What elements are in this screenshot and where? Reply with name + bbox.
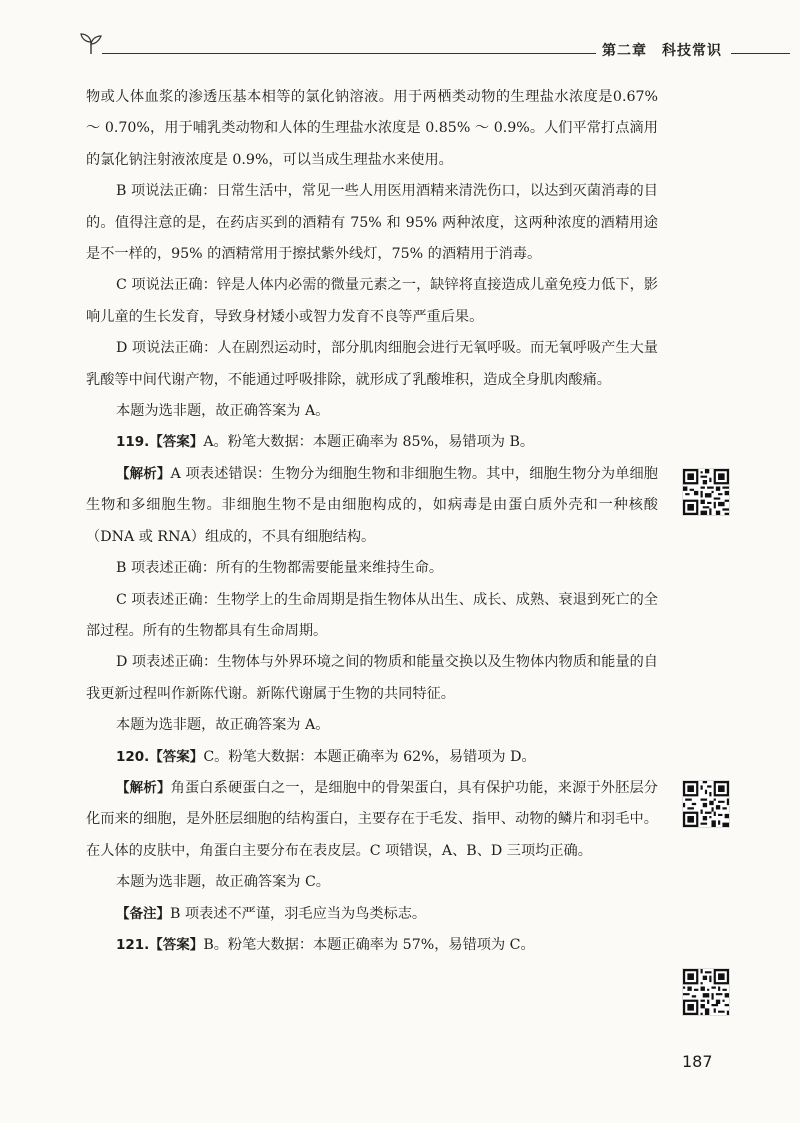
header-rule-right — [731, 53, 790, 54]
page-body — [86, 82, 658, 961]
note-text: B 项表述不严谨，羽毛应当为鸟类标志。 — [170, 905, 427, 922]
answer-label: 121.【答案】 — [116, 936, 204, 953]
qr-code-icon[interactable] — [682, 968, 730, 1016]
page-number: 187 — [682, 1052, 713, 1071]
paragraph: D 项说法正确：人在剧烈运动时，部分肌肉细胞会进行无氧呼吸。而无氧呼吸产生大量乳酸等中间代谢产物，不能通过呼吸排除，就形成了乳酸堆积，造成全身肌肉酸痛。 — [86, 340, 658, 388]
analysis-label: 【解析】 — [116, 779, 171, 796]
paragraph: D 项表述正确：生物体与外界环境之间的物质和能量交换以及生物体内物质和能量的自我更新过程叫作新陈代谢。新陈代谢属于生物的共同特征。 — [86, 654, 658, 702]
note-label: 【备注】 — [116, 905, 170, 922]
page-header — [78, 32, 790, 62]
paragraph: 本题为选非题，故正确答案为 C。 — [116, 874, 330, 891]
answer-text: B。粉笔大数据：本题正确率为 57%，易错项为 C。 — [203, 936, 535, 953]
paragraph: B 项表述正确：所有的生物都需要能量来维持生命。 — [116, 560, 444, 577]
paragraph: 本题为选非题，故正确答案为 A。 — [116, 403, 330, 420]
answer-label: 119.【答案】 — [116, 434, 204, 451]
answer-line — [86, 427, 658, 458]
paragraph: B 项说法正确：日常生活中，常见一些人用医用酒精来清洗伤口，以达到灭菌消毒的目的。值得注意的是，在药店买到的酒精有 75% 和 95% 两种浓度，这两种浓度的酒精用途是不一样的，95% 的酒精常用于擦拭紫外线灯，75% 的酒精用于消毒。 — [86, 183, 658, 263]
analysis-label: 【解析】 — [116, 465, 171, 482]
analysis-paragraph — [86, 773, 658, 867]
note-paragraph — [86, 899, 658, 930]
chapter-title: 第二章 科技常识 — [596, 40, 728, 60]
analysis-text: 角蛋白系硬蛋白之一，是细胞中的骨架蛋白，具有保护功能，来源于外胚层分化而来的细胞，是外胚层细胞的结构蛋白，主要存在于毛发、指甲、动物的鳞片和羽毛中。在人体的皮肤中，角蛋白主要分布在表皮层。C 项错误，A、B、D 三项均正确。 — [86, 779, 658, 859]
header-rule-left — [102, 53, 668, 54]
paragraph: C 项说法正确：锌是人体内必需的微量元素之一，缺锌将直接造成儿童免疫力低下，影响儿童的生长发育，导致身材矮小或智力发育不良等严重后果。 — [86, 277, 658, 325]
answer-label: 120.【答案】 — [116, 748, 204, 765]
paragraph: C 项表述正确：生物学上的生命周期是指生物体从出生、成长、成熟、衰退到死亡的全部过程。所有的生物都具有生命周期。 — [86, 591, 658, 639]
analysis-paragraph — [86, 459, 658, 553]
answer-text: C。粉笔大数据：本题正确率为 62%，易错项为 D。 — [203, 748, 536, 765]
qr-code-icon[interactable] — [682, 780, 730, 828]
answer-line — [86, 742, 658, 773]
qr-code-icon[interactable] — [682, 468, 730, 516]
analysis-text: A 项表述错误：生物分为细胞生物和非细胞生物。其中，细胞生物分为单细胞生物和多细胞生物。非细胞生物不是由细胞构成的，如病毒是由蛋白质外壳和一种核酸（DNA 或 RNA）组成的，不具有细胞结构。 — [86, 465, 658, 545]
paragraph: 本题为选非题，故正确答案为 A。 — [116, 717, 330, 734]
answer-text: A。粉笔大数据：本题正确率为 85%，易错项为 B。 — [203, 434, 535, 451]
answer-line — [86, 930, 658, 961]
paragraph: 物或人体血浆的渗透压基本相等的氯化钠溶液。用于两栖类动物的生理盐水浓度是0.67% ～ 0.70%，用于哺乳类动物和人体的生理盐水浓度是 0.85% ～ 0.9%。人们平常打点滴用的氯化钠注射液浓度是 0.9%，可以当成生理盐水来使用。 — [86, 89, 658, 168]
leaf-sprout-icon — [78, 32, 104, 56]
